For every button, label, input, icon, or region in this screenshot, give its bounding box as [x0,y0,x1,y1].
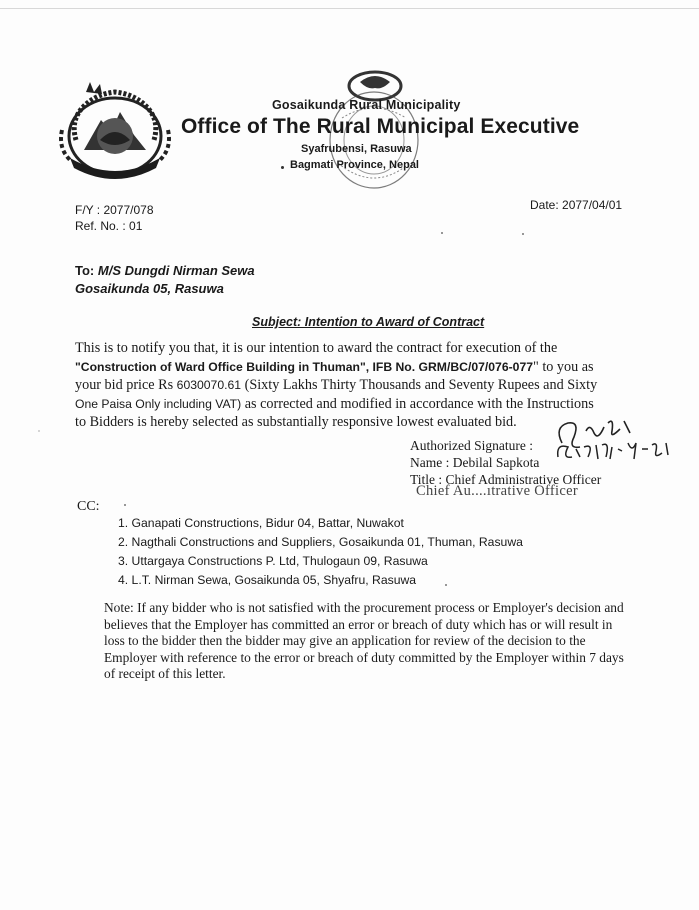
signatory-title: Title : Chief Administrative Officer [410,472,602,487]
note-paragraph: Note: If any bidder who is not satisfied with the procurement process or Employer's decision and believes that the Employer has committed an error or breach of duty which has or will result in loss to the bidder then the bidder may give an application for review of the decision to the Employer with reference to the error or breach of duty committed by the Employer within 7 days of receipt of this letter. [104,600,624,682]
nepal-emblem-icon [56,80,174,184]
recipient-name-line [75,263,255,278]
amount-words: One Paisa Only including VAT) [75,396,242,411]
reference-number: Ref. No. : 01 [75,219,143,233]
recipient-name: M/S Dungdi Nirman Sewa [97,263,255,278]
letter-body [75,339,627,432]
scan-edge [0,8,699,9]
signatory-name: Name : Debilal Sapkota [410,455,540,470]
scan-speck [441,232,443,234]
scan-speck [522,233,524,235]
signature-label: Authorized Signature : [410,438,533,453]
cc-item: 1. Ganapati Constructions, Bidur 04, Battar, Nuwakot [118,516,404,530]
body-line [75,395,627,414]
scan-speck [124,504,126,506]
body-text: as corrected and modified in accordance with the Instructions [244,395,594,412]
to-label: To: [75,263,95,278]
title-stamp: Chief Au....ıtrative Officer [416,483,578,499]
fiscal-year: F/Y : 2077/078 [75,203,154,217]
letter-date: Date: 2077/04/01 [530,198,623,212]
decorative-dot [281,166,284,169]
body-line [75,358,627,377]
recipient-address: Gosaikunda 05, Rasuwa [75,281,224,296]
cc-item: 4. L.T. Nirman Sewa, Gosaikunda 05, Shyafru, Rasuwa [118,573,417,587]
scan-speck [445,584,447,586]
bid-amount: 6030070.61 [176,378,242,392]
body-line: This is to notify you that, it is our intention to award the contract for execution of the [75,340,558,356]
contract-title: "Construction of Ward Office Building in Thuman", IFB No. GRM/BC/07/076-077 [75,359,534,374]
signature-icon [550,413,680,473]
scan-speck [38,430,40,432]
cc-list [118,514,523,590]
body-text: your bid price Rs [75,377,174,393]
subject-line: Subject: Intention to Award of Contract [252,315,485,329]
municipality-name: Gosaikunda Rural Municipality [272,98,461,112]
address-line-1: Syafrubensi, Rasuwa [301,143,412,155]
body-text: (Sixty Lakhs Thirty Thousands and Seventy Rupees and Sixty [244,377,598,393]
address-line-2: Bagmati Province, Nepal [290,159,419,171]
cc-item: 3. Uttargaya Constructions P. Ltd, Thulogaun 09, Rasuwa [118,554,428,568]
cc-label: CC: [77,499,100,514]
body-text: " to you as [533,358,594,375]
office-title: Office of The Rural Municipal Executive [181,115,580,138]
body-line: to Bidders is hereby selected as substantially responsive lowest evaluated bid. [75,414,517,430]
cc-item: 2. Nagthali Constructions and Suppliers, Gosaikunda 01, Thuman, Rasuwa [118,535,523,549]
body-line [75,376,627,395]
